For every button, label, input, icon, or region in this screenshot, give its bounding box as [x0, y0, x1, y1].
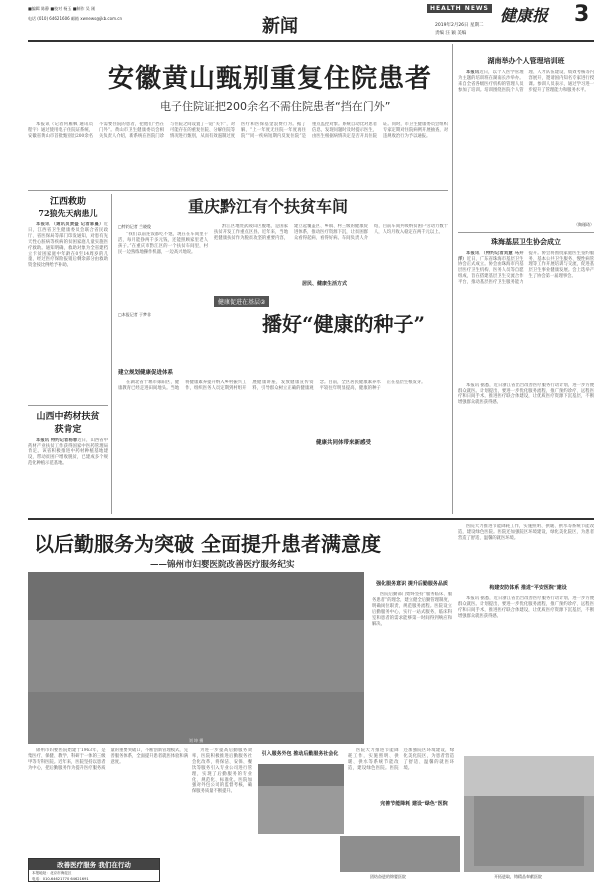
building-photo-graphic: [464, 756, 594, 872]
feature-top-rule: [28, 518, 594, 520]
brand-logo: 健康报: [500, 6, 549, 25]
date-line: 2019年2月26日 星期二: [435, 23, 484, 28]
section-title: 新闻: [262, 16, 298, 37]
lead-deck: 电子住院证把200余名不需住院患者“挡在门外”: [160, 100, 391, 113]
feature-body-3: 为进一步提高后勤服务效率，医院积极推进后勤服务社会化改革，将保洁、安保、餐饮等服务引入专业公司进行管理，实现了后勤服务的专业化、规范化、标准化。医院加强对外包公司的监督考核，确保服务质量不断提升。: [192, 748, 252, 795]
page-number: 3: [574, 2, 590, 27]
right-column: [458, 56, 594, 483]
shanxi-body: 本报讯 特约记者杨蓉近日，山西省中药材产业扶贫工作获得国家中医药管理局肯定。该省积极推进中药材种植基地建设，带动贫困户增收脱贫，已建成多个规范化种植示范基地。: [28, 437, 108, 467]
sidebar-vrule: [111, 194, 112, 514]
feature-photo-building: [464, 756, 594, 872]
masthead-rule: [28, 40, 594, 42]
sidebar-left: [28, 194, 108, 514]
feature-headline: 以后勤服务为突破 全面提升患者满意度: [34, 532, 381, 556]
jiangxi-title-2: 72狼先天病患儿: [38, 208, 98, 218]
feature-photo-caption: 刘 坤 摄: [188, 738, 204, 743]
shanxi-title: 山西中药材扶贫: [36, 411, 100, 422]
feature-subhead-2: 引入服务外包 推动后勤服务社会化: [261, 751, 339, 757]
lead-headline: 安徽黄山甄别重复住院患者: [108, 64, 433, 94]
chongqing-subhead-2: 居民、健康生活方式: [302, 281, 348, 287]
seeds-body: 在湖北省十堰市郧阳区，健康教育已经走进田间地头。当地将健康素养提升纳入乡村振兴工作，组织医务人员定期到村组开展健康讲座，发放健康宣传资料，引导群众树立正确的健康观念。目前，全区居民健康素养水平较往年明显提高，健康的种子正在基层生根发芽。: [118, 380, 426, 391]
feature-right-subhead: 构建安防体系 推进“平安医院”建设: [489, 585, 567, 591]
lead-body: 本报讯（记者何雁枫 通讯员程宇）通过使用电子住院证系统，安徽省黄山市首批甄别出200余名不需要住院的患者，把他们“挡在门外”。黄山市卫生健康委员会相关负责人介绍，新系统在医院门诊与住院之间设置了一道“关卡”，对可能存在的重复住院、分解住院等情况进行甄别，从而有效遏制过度医疗和医保基金浪费行为。据了解，“上一年度无住院一年度再住院”“同一疾病短期内反复住院”是重点监控对象。系统自动比对患者信息，发现问题时及时提示医生，由医生根据病情决定是否开具住院证。同时，市卫生健康委员会组织专家定期对住院病例开展抽查，对违规收治行为予以通报。: [28, 122, 448, 139]
feature-photo-group: [28, 572, 364, 744]
team-photo-graphic: [340, 836, 460, 872]
feature-photo-staff: [258, 764, 344, 834]
feature-body-1: 锦州市妇婴医院始建于1963年，是集医疗、保健、教学、科研于一体的三级甲等专科医院。近年来，医院坚持以患者为中心，把后勤服务作为提升医疗服务质量的重要突破口，不断创新管理模式，完善服务体系，全面提升患者就医体验和满意度。: [28, 748, 188, 771]
lead-divider: [28, 190, 448, 191]
hunan-headline: 湖南举办个人管理培训班: [487, 56, 565, 65]
footer-address: 本报地址：北京市海淀区: [32, 871, 72, 875]
jiangxi-title: 江西救助: [49, 197, 86, 207]
chongqing-subhead-1: 建立规划健康促进体系: [118, 370, 174, 376]
seeds-headline: 播好“健康的种子”: [262, 312, 426, 336]
contact-line: 电话 (010) 64621606 邮箱 xwnews@jkb.com.cn: [28, 16, 122, 21]
feature-body-4: 医院大力推进节能降耗工作，实施照明、供暖、供水等系统节能改造，建设绿色医院。医院还加强院区环境建设，绿化美化院区，为患者营造了舒适、温馨的就医环境。: [348, 748, 454, 771]
series-tag: 健康促进在基层②: [214, 296, 269, 307]
brand-en: HEALTH NEWS: [427, 4, 492, 13]
feature-subtitle: ——锦州市妇婴医院改善医疗服务纪实: [150, 560, 295, 570]
footer-box: [28, 858, 160, 882]
masthead-info-left: [28, 6, 178, 22]
photo3-caption: 开拓进取，铸精品奉献医院: [494, 874, 542, 879]
photo2-caption: 团结奋进的锦婴医院: [370, 874, 406, 879]
top-info-line: ■编辑 陈静 ■校对 杨玉 ■制作 吴 刚: [28, 6, 96, 11]
chongqing-reporter-2: □本报记者 于梦非: [118, 312, 152, 317]
hunan-body: 本报讯近日，以个人医学管理为主题的培训班在湖南长沙举办。来自全省各级医疗机构的管理人员参加了培训。培训围绕医院个人管理、人才队伍建设、绩效考核等内容展开，邀请国内知名专家进行授课。参训人员表示，通过学习进一步提升了管理能力和服务水平。: [458, 70, 594, 93]
jiangxi-body: 本报讯 （通讯员黄盛 记者郭蔓）近日，江西省卫生健康委员会联合省民政厅、省医保局等部门印发通知，对患有先天性心脏病等疾病的贫困家庭儿童实施医疗救助。通知明确，救助对象为全省建档立卡贫困家庭中年龄在0至14周岁的儿童，经过医疗保险报销后剩余部分由救助资金按比例给予补助。: [28, 222, 108, 269]
chongqing-reporter-1: □特约记者 兰晓俊: [118, 224, 152, 229]
feature-right-body: 本报讯 据悉，近日浙江省出台改善医疗服务行动计划，进一步方便群众就医。计划提出，要进一步优化服务流程，推广预约诊疗、远程医疗和日间手术，推进医疗联合体建设，让优质医疗资源下沉基层，不断增强群众就医获得感。: [458, 596, 594, 619]
feature-photo-team: [340, 836, 460, 872]
zhuhai-body: 本报讯 （特约记者刘慧 马开洋）近日，广东省珠海市基层卫生协会正式成立。协会由珠海市内基层医疗卫生机构、医务人员等自愿组成，旨在搭建基层卫生交流合作平台，推动基层医疗卫生服务能力提升。协会将围绕家庭医生签约服务、基本公共卫生服务、慢性病管理等工作开展培训与交流，促进基层卫生事业健康发展。会上选举产生了协会第一届理事会。: [458, 250, 594, 286]
hunan-byline: （陶瑾琦）: [574, 222, 594, 227]
feature-subhead-1: 强化服务意识 提升后勤服务品质: [376, 581, 448, 587]
chongqing-headline: 重庆黔江有个扶贫车间: [188, 197, 349, 216]
chongqing-body: 黔江区地处武陵山区腹地，是国家扶贫开发工作重点区县。近年来，当地把健康扶贫作为脱贫攻坚的重要内容，建立起覆盖区、乡镇、村三级的健康促进体系，推动医疗资源下沉，让贫困群众看得起病、看得好病。车间负责人介绍，目前车间共吸纳贫困户劳动力数十人，人均月收入稳定在两千元以上。: [214, 224, 448, 241]
feature-body-2: 医院后勤部门始终坚持“服务临床、服务患者”的理念，建立健全后勤管理制度，明确岗位职责，规范服务流程。医院设立后勤服务中心，实行一站式服务，临床科室和患者的需求能够第一时间得到响应和解决。: [372, 592, 452, 627]
chongqing-quote: “我们以前连饭都吃不饱，现在在车间里干活，每月能挣两千多元钱，还能照顾家里老人孩子。”在重庆市黔江区的一个扶贫车间里，村民一边熟练地操作机器，一边高兴地说。: [118, 232, 208, 255]
sidebar-divider: [28, 405, 108, 406]
zhuhai-headline: 珠海基层卫生协会成立: [491, 236, 561, 246]
masthead: [0, 0, 600, 44]
zhejiang-body: 本报讯 据悉，近日浙江省出台改善医疗服务行动计划，进一步方便群众就医。计划提出，要进一步优化服务流程，推广预约诊疗、远程医疗和日间手术，推进医疗联合体建设，让优质医疗资源下沉基层，不断增强群众就医获得感。: [458, 382, 594, 406]
feature-subhead-3: 完善节能降耗 建设“绿色”医院: [380, 801, 448, 807]
staff-photo-graphic: [258, 764, 344, 834]
footer-slogan: 改善医疗服务 我们在行动: [29, 859, 159, 870]
editors-line: 责编 汪 颖 美编: [435, 31, 467, 36]
feature-right-top-body: 医院大力推进节能降耗工作，实施照明、供暖、供水等系统节能改造，建设绿色医院。医院还加强院区环境建设，绿化美化院区，为患者营造了舒适、温馨的就医环境。: [458, 524, 594, 541]
right-vrule: [452, 44, 453, 514]
footer-phone: 电话：010-64621770 64621691: [32, 877, 89, 881]
right-divider-1: [458, 232, 594, 233]
group-photo-graphic: [28, 572, 364, 744]
shanxi-title-2: 获肯定: [54, 424, 82, 435]
seeds-subhead: 健康共同体带来新感受: [316, 440, 372, 446]
